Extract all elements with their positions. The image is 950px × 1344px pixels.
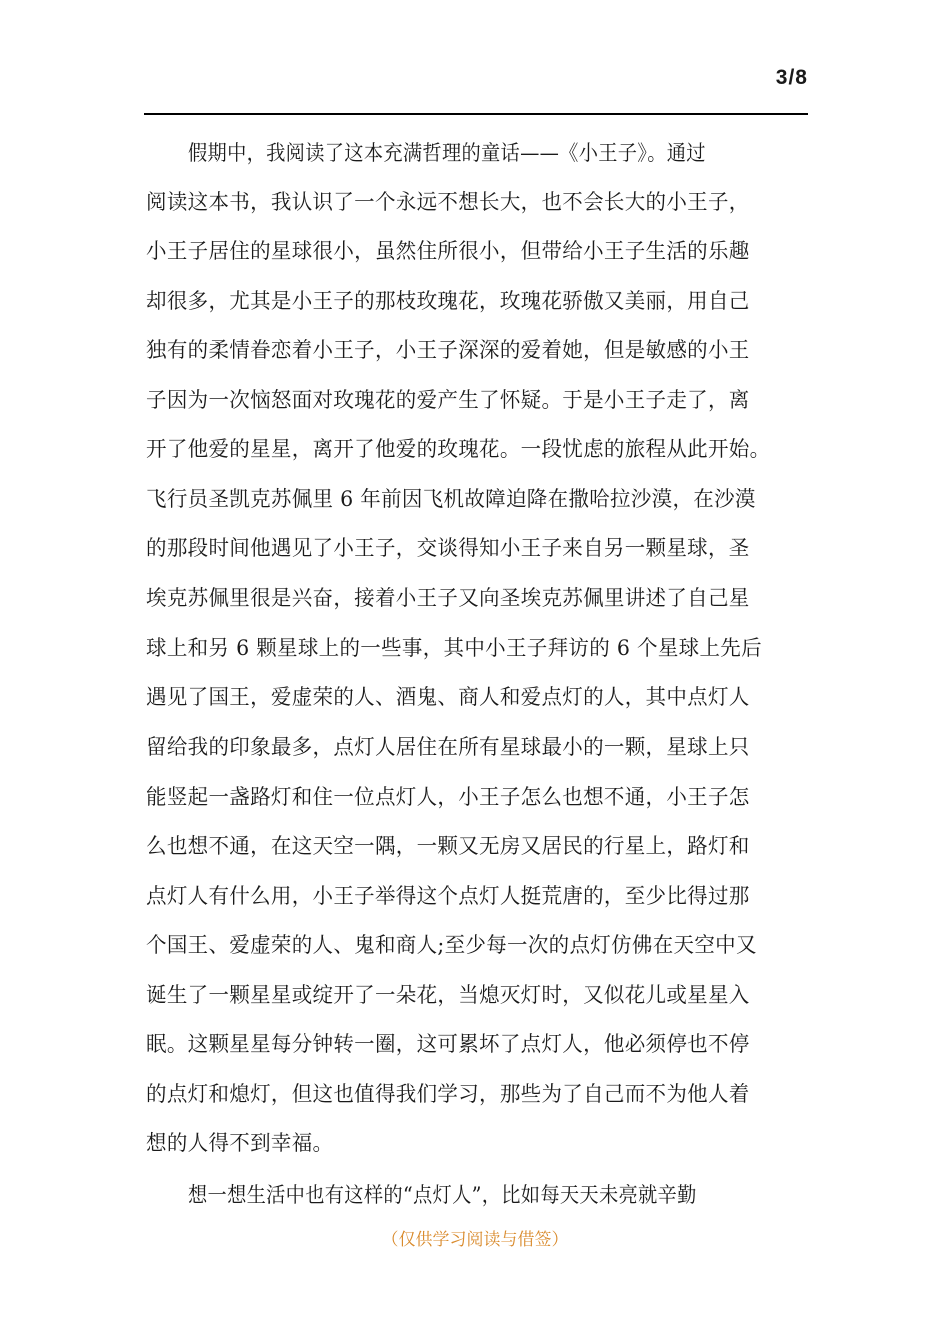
footer-note: （仅供学习阅读与借签）	[381, 1230, 569, 1250]
paragraph-line: 想的人得不到幸福。	[146, 1131, 334, 1155]
paragraph-line: 点灯人有什么用，小王子举得这个点灯人挺荒唐的，至少比得过那	[146, 884, 750, 908]
paragraph-line: 的那段时间他遇见了小王子，交谈得知小王子来自另一颗星球，圣	[146, 536, 750, 560]
page-number: 3/8	[775, 66, 808, 89]
paragraph-line: 眠。这颗星星每分钟转一圈，这可累坏了点灯人，他必须停也不停	[146, 1032, 750, 1056]
paragraph-line: 遇见了国王，爱虚荣的人、酒鬼、商人和爱点灯的人，其中点灯人	[146, 685, 750, 709]
paragraph-line: 能竖起一盏路灯和住一位点灯人，小王子怎么也想不通，小王子怎	[146, 785, 750, 809]
paragraph-line: 独有的柔情眷恋着小王子，小王子深深的爱着她，但是敏感的小王	[146, 338, 750, 362]
paragraph-line: 开了他爱的星星，离开了他爱的玫瑰花。一段忧虑的旅程从此开始。	[146, 437, 771, 461]
paragraph-line: 么也想不通，在这天空一隅，一颗又无房又居民的行星上，路灯和	[146, 834, 750, 858]
paragraph-line: 阅读这本书，我认识了一个永远不想长大，也不会长大的小王子，	[146, 190, 750, 214]
header-rule	[144, 113, 808, 115]
paragraph-line: 却很多，尤其是小王子的那枝玫瑰花，玫瑰花骄傲又美丽，用自己	[146, 289, 750, 313]
paragraph-line: 诞生了一颗星星或绽开了一朵花，当熄灭灯时，又似花儿或星星入	[146, 983, 750, 1007]
paragraph-line: 假期中，我阅读了这本充满哲理的童话——《小王子》。通过	[188, 141, 706, 165]
paragraph-line: 的点灯和熄灯，但这也值得我们学习，那些为了自己而不为他人着	[146, 1082, 750, 1106]
paragraph-line: 想一想生活中也有这样的“点灯人”，比如每天天未亮就辛勤	[188, 1183, 697, 1207]
paragraph-line: 子因为一次恼怒面对玫瑰花的爱产生了怀疑。于是小王子走了，离	[146, 388, 750, 412]
paragraph-line: 留给我的印象最多，点灯人居住在所有星球最小的一颗，星球上只	[146, 735, 750, 759]
paragraph-line: 埃克苏佩里很是兴奋，接着小王子又向圣埃克苏佩里讲述了自己星	[146, 586, 750, 610]
paragraph-line: 个国王、爱虚荣的人、鬼和商人;至少每一次的点灯仿佛在天空中又	[146, 933, 757, 957]
paragraph-line: 球上和另 6 颗星球上的一些事，其中小王子拜访的 6 个星球上先后	[146, 636, 762, 660]
paragraph-line: 飞行员圣凯克苏佩里 6 年前因飞机故障迫降在撒哈拉沙漠，在沙漠	[146, 487, 756, 511]
paragraph-line: 小王子居住的星球很小，虽然住所很小，但带给小王子生活的乐趣	[146, 239, 750, 263]
